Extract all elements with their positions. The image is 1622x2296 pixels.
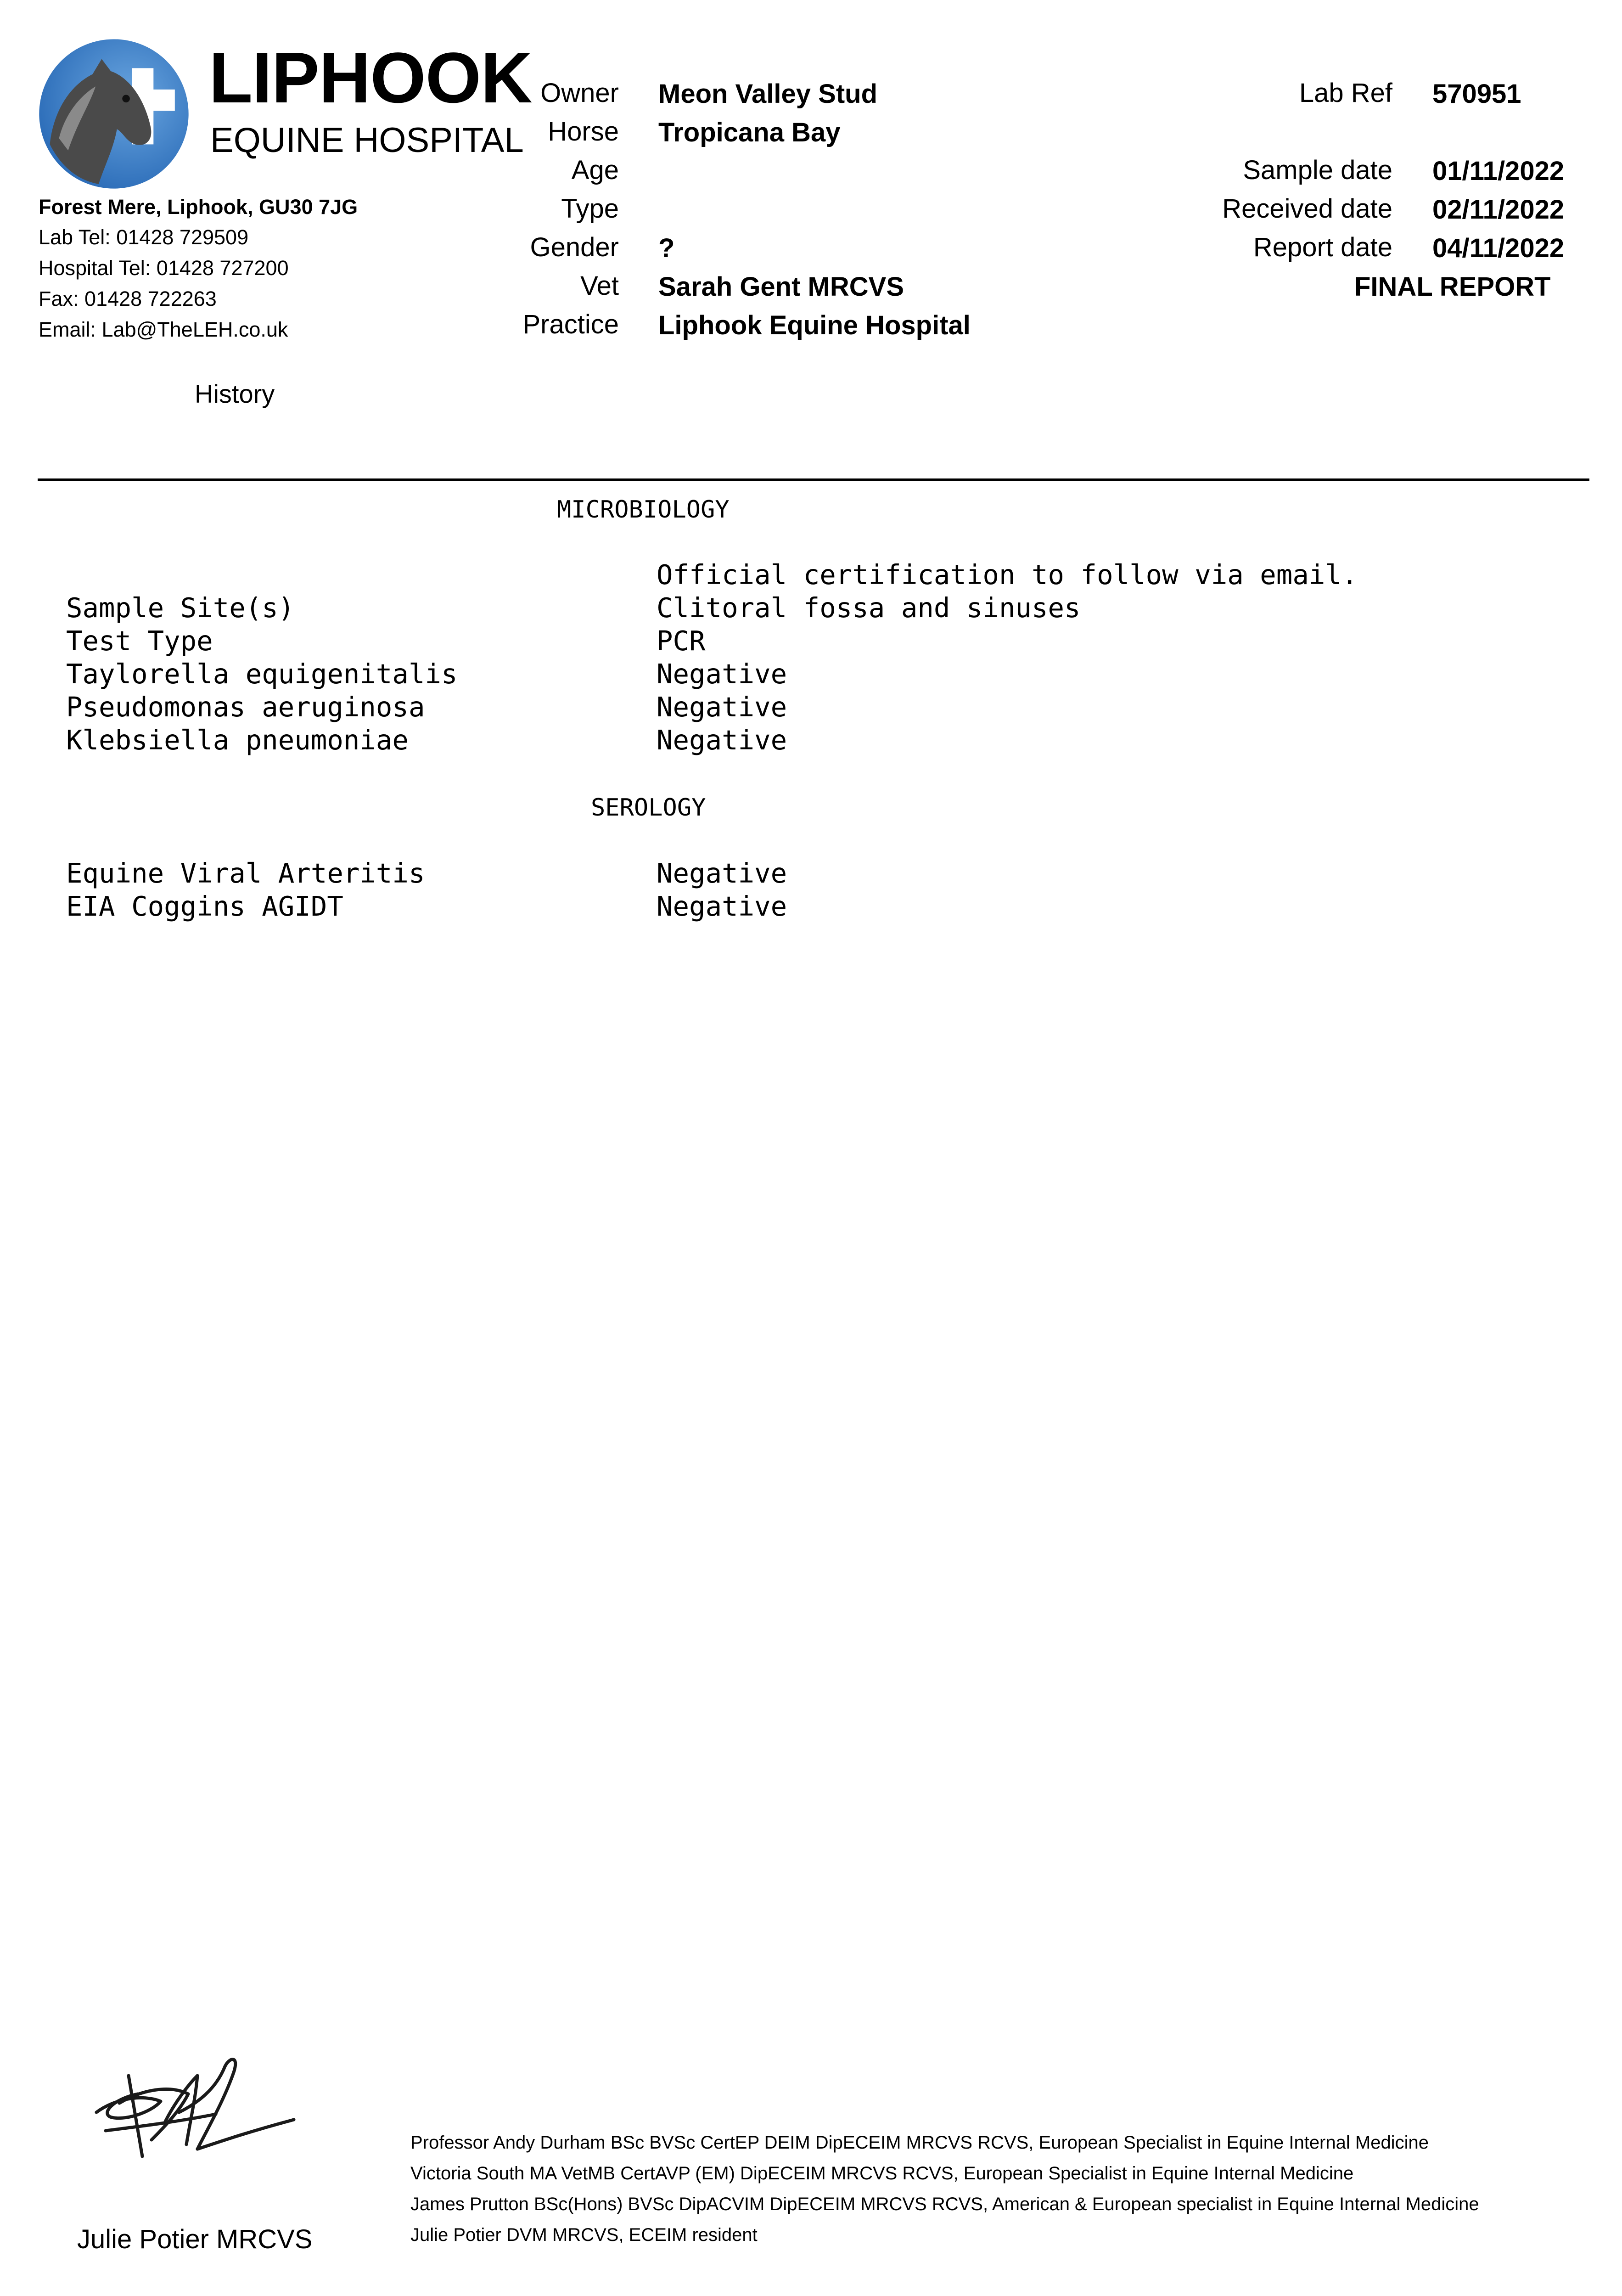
owner-value: Meon Valley Stud xyxy=(658,79,877,109)
hospital-telephone: Hospital Tel: 01428 727200 xyxy=(39,256,289,280)
lab-ref-value: 570951 xyxy=(1432,79,1521,109)
vet-value: Sarah Gent MRCVS xyxy=(658,272,904,302)
age-label: Age xyxy=(571,155,619,185)
email-address: Email: Lab@TheLEH.co.uk xyxy=(39,318,288,341)
certification-note: Official certification to follow via email. xyxy=(657,559,1358,591)
result-label: EIA Coggins AGIDT xyxy=(66,890,343,922)
report-date-value: 04/11/2022 xyxy=(1432,233,1565,263)
microbiology-title: MICROBIOLOGY xyxy=(557,496,730,523)
received-date-label: Received date xyxy=(1222,194,1392,224)
result-value: Negative xyxy=(657,658,787,690)
lab-telephone: Lab Tel: 01428 729509 xyxy=(39,225,249,249)
signer-name: Julie Potier MRCVS xyxy=(77,2224,313,2254)
result-value: Negative xyxy=(657,890,787,922)
hospital-address: Forest Mere, Liphook, GU30 7JG xyxy=(39,195,358,219)
hospital-subtitle: EQUINE HOSPITAL xyxy=(210,121,524,160)
result-label: Pseudomonas aeruginosa xyxy=(66,691,425,723)
history-label: History xyxy=(195,379,275,408)
report-date-label: Report date xyxy=(1253,232,1392,262)
result-label: Equine Viral Arteritis xyxy=(66,857,425,889)
result-value: Negative xyxy=(657,691,787,723)
gender-label: Gender xyxy=(530,232,619,262)
fax-number: Fax: 01428 722263 xyxy=(39,287,217,310)
horse-label: Horse xyxy=(548,117,619,146)
staff-line: Victoria South MA VetMB CertAVP (EM) DipECEIM MRCVS RCVS, European Specialist in Equine Internal Medicine xyxy=(410,2163,1354,2183)
result-label: Test Type xyxy=(66,625,213,657)
result-label: Taylorella equigenitalis xyxy=(66,658,458,690)
serology-title: SEROLOGY xyxy=(591,794,706,822)
owner-label: Owner xyxy=(540,78,619,108)
signature-icon xyxy=(87,2048,308,2167)
result-label: Klebsiella pneumoniae xyxy=(66,724,409,756)
horse-value: Tropicana Bay xyxy=(658,118,841,147)
vet-label: Vet xyxy=(580,271,619,301)
staff-line: James Prutton BSc(Hons) BVSc DipACVIM DipECEIM MRCVS RCVS, American & European specialist in Equine Internal Medicine xyxy=(410,2194,1479,2214)
staff-line: Julie Potier DVM MRCVS, ECEIM resident xyxy=(410,2225,758,2245)
lab-ref-label: Lab Ref xyxy=(1299,78,1392,108)
type-label: Type xyxy=(561,194,619,224)
result-value: Negative xyxy=(657,857,787,889)
result-value: PCR xyxy=(657,625,706,657)
hospital-name: LIPHOOK xyxy=(209,38,532,118)
result-value: Clitoral fossa and sinuses xyxy=(657,592,1081,624)
practice-value: Liphook Equine Hospital xyxy=(658,310,971,340)
gender-value: ? xyxy=(658,233,675,263)
received-date-value: 02/11/2022 xyxy=(1432,195,1565,225)
result-value: Negative xyxy=(657,724,787,756)
result-label: Sample Site(s) xyxy=(66,592,295,624)
sample-date-value: 01/11/2022 xyxy=(1432,156,1565,186)
sample-date-label: Sample date xyxy=(1243,155,1392,185)
practice-label: Practice xyxy=(522,310,619,339)
hospital-logo-icon xyxy=(38,38,190,190)
header-divider xyxy=(38,478,1589,481)
report-status: FINAL REPORT xyxy=(1354,272,1551,302)
staff-line: Professor Andy Durham BSc BVSc CertEP DEIM DipECEIM MRCVS RCVS, European Specialist in Equine Internal Medicine xyxy=(410,2133,1429,2153)
